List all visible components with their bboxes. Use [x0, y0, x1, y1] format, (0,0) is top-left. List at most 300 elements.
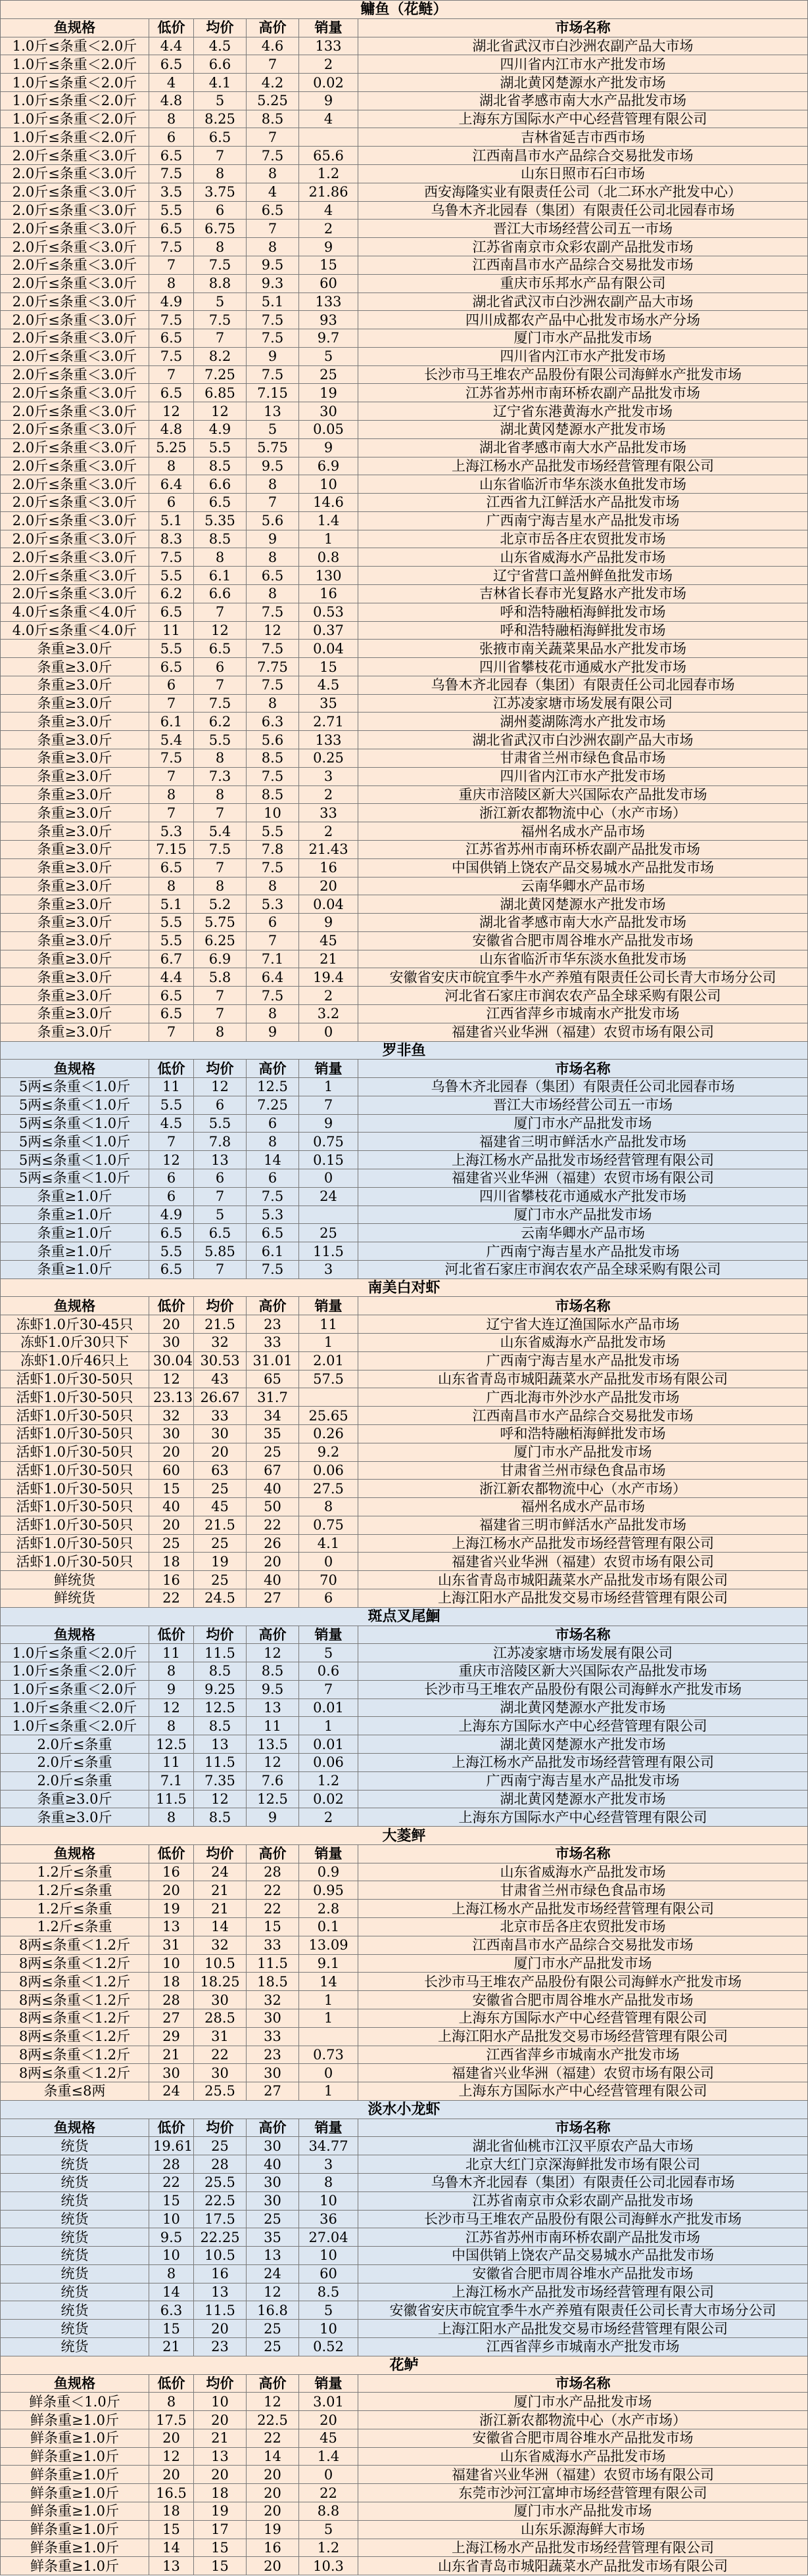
volume-cell: 10.3 — [299, 2557, 358, 2575]
market-name-cell: 江苏凌家塘市场发展有限公司 — [358, 1644, 808, 1662]
volume-cell: 3.01 — [299, 2393, 358, 2411]
spec-cell: 条重≥3.0斤 — [1, 968, 149, 987]
high-price-cell: 12 — [247, 1754, 299, 1772]
volume-cell: 20 — [299, 877, 358, 895]
volume-cell: 2 — [299, 822, 358, 841]
high-price-cell: 23 — [247, 1315, 299, 1334]
low-price-cell: 30 — [149, 1424, 194, 1443]
table-row — [1, 1680, 808, 1698]
table-row — [1, 2247, 808, 2265]
avg-price-cell: 12 — [194, 402, 247, 421]
avg-price-cell: 31 — [194, 2027, 247, 2046]
high-price-cell: 50 — [247, 1498, 299, 1516]
volume-cell: 130 — [299, 567, 358, 585]
volume-cell: 7 — [299, 1680, 358, 1698]
low-price-cell: 13 — [149, 2557, 194, 2575]
market-name-cell: 福州名成水产品市场 — [358, 822, 808, 841]
low-price-cell: 19 — [149, 1900, 194, 1918]
spec-cell: 1.0斤≤条重＜2.0斤 — [1, 1698, 149, 1717]
low-price-cell: 40 — [149, 1498, 194, 1516]
spec-cell: 条重≥3.0斤 — [1, 694, 149, 713]
avg-price-cell: 7 — [194, 147, 247, 165]
high-price-cell: 7.75 — [247, 658, 299, 676]
market-name-cell: 湖北黄冈楚源水产批发市场 — [358, 1698, 808, 1717]
spec-cell: 鲜条重≥1.0斤 — [1, 2520, 149, 2539]
avg-price-cell: 8.5 — [194, 1808, 247, 1827]
avg-price-cell: 8.2 — [194, 347, 247, 365]
volume-header: 销量 — [299, 1844, 358, 1863]
high-price-cell: 7.5 — [247, 329, 299, 348]
spec-cell: 统货 — [1, 2320, 149, 2338]
spec-cell: 条重≥3.0斤 — [1, 749, 149, 768]
low-price-cell: 6.1 — [149, 713, 194, 731]
table-row — [1, 1808, 808, 1827]
volume-cell: 0.9 — [299, 1863, 358, 1881]
volume-cell: 3.2 — [299, 1004, 358, 1023]
low-price-cell: 11 — [149, 1754, 194, 1772]
spec-header: 鱼规格 — [1, 1626, 149, 1644]
low-price-cell: 5.1 — [149, 895, 194, 914]
avg-price-cell: 24 — [194, 1863, 247, 1881]
spec-cell: 2.0斤≤条重＜3.0斤 — [1, 165, 149, 183]
high-price-cell: 12 — [247, 2393, 299, 2411]
table-row — [1, 2046, 808, 2064]
avg-price-cell: 5.5 — [194, 731, 247, 749]
high-price-cell: 25 — [247, 2210, 299, 2228]
volume-cell: 10 — [299, 2247, 358, 2265]
high-price-cell: 7 — [247, 128, 299, 147]
table-row — [1, 311, 808, 329]
avg-price-cell: 8.5 — [194, 530, 247, 548]
low-price-cell: 60 — [149, 1461, 194, 1480]
avg-price-cell: 8.5 — [194, 457, 247, 475]
spec-cell: 2.0斤≤条重＜3.0斤 — [1, 220, 149, 238]
volume-cell: 0.06 — [299, 1754, 358, 1772]
market-name-cell: 山东省威海水产品批发市场 — [358, 1863, 808, 1881]
avg-price-cell: 7 — [194, 603, 247, 621]
market-header: 市场名称 — [358, 1060, 808, 1078]
table-row — [1, 1424, 808, 1443]
low-price-cell: 24 — [149, 2082, 194, 2101]
volume-cell: 133 — [299, 731, 358, 749]
low-price-cell: 22 — [149, 2173, 194, 2191]
table-row — [1, 840, 808, 858]
avg-price-cell: 19 — [194, 2502, 247, 2521]
volume-cell: 25 — [299, 1224, 358, 1242]
spec-cell: 条重≥3.0斤 — [1, 950, 149, 968]
high-price-cell: 20 — [247, 2466, 299, 2484]
low-price-cell: 20 — [149, 1443, 194, 1461]
volume-cell: 0 — [299, 1553, 358, 1571]
avg-price-cell: 8.5 — [194, 1717, 247, 1735]
avg-price-cell: 13 — [194, 2283, 247, 2301]
spec-cell: 鲜条重＜1.0斤 — [1, 2393, 149, 2411]
table-row — [1, 2191, 808, 2210]
high-price-cell: 67 — [247, 1461, 299, 1480]
spec-cell: 5两≤条重＜1.0斤 — [1, 1169, 149, 1188]
table-row — [1, 676, 808, 694]
high-price-cell: 30 — [247, 2009, 299, 2027]
market-header: 市场名称 — [358, 1626, 808, 1644]
spec-cell: 统货 — [1, 2137, 149, 2155]
avg-price-cell: 25 — [194, 1480, 247, 1498]
avg-price-cell: 7 — [194, 804, 247, 822]
avg-price-cell: 24.5 — [194, 1589, 247, 1607]
volume-cell: 0.04 — [299, 640, 358, 658]
volume-cell: 2 — [299, 220, 358, 238]
low-price-cell: 7 — [149, 804, 194, 822]
low-price-header: 低价 — [149, 18, 194, 37]
high-price-cell: 28 — [247, 1863, 299, 1881]
low-price-cell: 14 — [149, 2283, 194, 2301]
high-price-cell: 8 — [247, 585, 299, 603]
high-price-cell: 7.5 — [247, 1187, 299, 1206]
high-price-cell: 65 — [247, 1370, 299, 1388]
spec-cell: 8两≤条重＜1.2斤 — [1, 1973, 149, 1991]
volume-cell: 57.5 — [299, 1370, 358, 1388]
volume-cell: 1 — [299, 1717, 358, 1735]
low-price-cell: 11 — [149, 1644, 194, 1662]
table-row — [1, 238, 808, 256]
section-title: 斑点叉尾鮰 — [1, 1607, 808, 1626]
high-price-cell: 22.5 — [247, 2411, 299, 2429]
low-price-header: 低价 — [149, 2119, 194, 2137]
volume-cell: 1 — [299, 1334, 358, 1352]
spec-cell: 5两≤条重＜1.0斤 — [1, 1078, 149, 1096]
low-price-cell: 5.5 — [149, 931, 194, 950]
low-price-cell: 15 — [149, 2320, 194, 2338]
market-name-cell: 四川省攀枝花市通威水产批发市场 — [358, 1187, 808, 1206]
low-price-cell: 5.5 — [149, 1096, 194, 1114]
high-price-cell: 8 — [247, 1133, 299, 1151]
avg-price-cell: 20 — [194, 2320, 247, 2338]
low-price-cell: 6.5 — [149, 220, 194, 238]
volume-cell: 34.77 — [299, 2137, 358, 2155]
avg-price-cell: 15 — [194, 2557, 247, 2575]
market-name-cell: 江西南昌市水产品综合交易批发市场 — [358, 1936, 808, 1954]
volume-cell: 0.53 — [299, 603, 358, 621]
volume-cell: 60 — [299, 2264, 358, 2283]
market-name-cell: 山东省青岛市城阳蔬菜水产品批发市场有限公司 — [358, 2557, 808, 2575]
market-name-cell: 四川省内江市水产批发市场 — [358, 347, 808, 365]
market-name-cell: 广西南宁海吉星水产品批发市场 — [358, 1351, 808, 1370]
spec-cell: 统货 — [1, 2301, 149, 2320]
section-title: 大菱鲆 — [1, 1827, 808, 1845]
market-name-cell: 山东省威海水产品批发市场 — [358, 1334, 808, 1352]
high-price-cell: 6.1 — [247, 1242, 299, 1261]
volume-cell: 24 — [299, 1187, 358, 1206]
avg-price-cell: 12.5 — [194, 1698, 247, 1717]
table-row — [1, 2009, 808, 2027]
table-row — [1, 785, 808, 804]
low-price-cell: 4.4 — [149, 968, 194, 987]
volume-cell: 21.86 — [299, 183, 358, 201]
market-name-cell: 中国供销上饶农产品交易城水产品批发市场 — [358, 858, 808, 877]
table-row — [1, 2264, 808, 2283]
table-row — [1, 1169, 808, 1188]
market-name-cell: 湖北省仙桃市江汉平原农产品大市场 — [358, 2137, 808, 2155]
market-name-cell: 重庆市乐邦水产品有限公司 — [358, 274, 808, 293]
low-price-cell: 18 — [149, 2502, 194, 2521]
volume-cell: 45 — [299, 2429, 358, 2447]
table-row — [1, 548, 808, 567]
low-price-cell: 7 — [149, 767, 194, 785]
market-header: 市场名称 — [358, 18, 808, 37]
volume-cell: 1 — [299, 2009, 358, 2027]
volume-cell: 0.25 — [299, 749, 358, 768]
avg-price-cell: 32 — [194, 1334, 247, 1352]
section-title-row — [1, 1278, 808, 1297]
market-name-cell: 福州名成水产品市场 — [358, 1498, 808, 1516]
volume-cell: 4 — [299, 110, 358, 128]
market-name-cell: 乌鲁木齐北园春（集团）有限责任公司北园春市场 — [358, 2173, 808, 2191]
market-name-cell: 湖北省孝感市南大水产品批发市场 — [358, 438, 808, 457]
spec-cell: 1.0斤≤条重＜2.0斤 — [1, 128, 149, 147]
low-price-cell: 6.5 — [149, 1260, 194, 1278]
avg-price-cell: 17.5 — [194, 2210, 247, 2228]
market-name-cell: 广西南宁海吉星水产品批发市场 — [358, 1771, 808, 1790]
market-name-cell: 北京市岳各庄农贸批发市场 — [358, 1918, 808, 1936]
spec-cell: 2.0斤≤条重＜3.0斤 — [1, 402, 149, 421]
avg-price-cell: 6.5 — [194, 640, 247, 658]
spec-cell: 5两≤条重＜1.0斤 — [1, 1114, 149, 1133]
market-header: 市场名称 — [358, 1844, 808, 1863]
low-price-cell: 15 — [149, 2191, 194, 2210]
table-row — [1, 256, 808, 274]
spec-cell: 统货 — [1, 2338, 149, 2356]
high-price-cell: 14 — [247, 1151, 299, 1169]
table-row — [1, 987, 808, 1005]
low-price-cell: 18 — [149, 1553, 194, 1571]
table-row — [1, 438, 808, 457]
avg-price-cell: 5.85 — [194, 1242, 247, 1261]
spec-cell: 活虾1.0斤30-50只 — [1, 1407, 149, 1425]
spec-cell: 2.0斤≤条重＜3.0斤 — [1, 567, 149, 585]
avg-price-cell: 7 — [194, 1004, 247, 1023]
column-header-row — [1, 1626, 808, 1644]
high-price-cell: 33 — [247, 1334, 299, 1352]
market-name-cell: 厦门市水产品批发市场 — [358, 329, 808, 348]
volume-cell: 3 — [299, 767, 358, 785]
volume-cell: 19.4 — [299, 968, 358, 987]
avg-price-cell: 6 — [194, 201, 247, 220]
high-price-header: 高价 — [247, 1626, 299, 1644]
low-price-cell: 4 — [149, 74, 194, 92]
high-price-cell: 9.5 — [247, 256, 299, 274]
low-price-cell: 20 — [149, 1516, 194, 1534]
table-row — [1, 2082, 808, 2101]
volume-cell: 13.09 — [299, 1936, 358, 1954]
table-row — [1, 1589, 808, 1607]
volume-cell: 21.43 — [299, 840, 358, 858]
avg-price-cell: 6.25 — [194, 931, 247, 950]
avg-price-cell: 5 — [194, 1206, 247, 1224]
market-name-cell: 长沙市马王堆农产品股份有限公司海鲜水产批发市场 — [358, 1680, 808, 1698]
table-row — [1, 968, 808, 987]
market-name-cell: 广西南宁海吉星水产品批发市场 — [358, 511, 808, 530]
market-name-cell: 晋江大市场经营公司五一市场 — [358, 1096, 808, 1114]
volume-cell: 2 — [299, 1808, 358, 1827]
market-name-cell: 北京大红门京深海鲜批发市场有限公司 — [358, 2155, 808, 2174]
avg-price-header: 均价 — [194, 2119, 247, 2137]
avg-price-cell: 8.8 — [194, 274, 247, 293]
low-price-cell: 6.5 — [149, 658, 194, 676]
volume-header: 销量 — [299, 1626, 358, 1644]
avg-price-cell: 7.35 — [194, 1771, 247, 1790]
table-row — [1, 1717, 808, 1735]
market-name-cell: 重庆市涪陵区新大兴国际农产品批发市场 — [358, 1662, 808, 1681]
volume-cell: 2.71 — [299, 713, 358, 731]
table-row — [1, 128, 808, 147]
volume-cell: 19 — [299, 384, 358, 402]
spec-cell: 鲜条重≥1.0斤 — [1, 2429, 149, 2447]
spec-cell: 鲜条重≥1.0斤 — [1, 2466, 149, 2484]
avg-price-cell: 33 — [194, 1407, 247, 1425]
market-name-cell: 安徽省合肥市周谷堆水产品批发市场 — [358, 931, 808, 950]
table-row — [1, 402, 808, 421]
high-price-cell: 22 — [247, 1900, 299, 1918]
volume-cell: 3 — [299, 1260, 358, 1278]
market-name-cell: 东莞市沙河江富坤市场经营管理有限公司 — [358, 2484, 808, 2502]
avg-price-cell: 7.5 — [194, 311, 247, 329]
low-price-cell: 4.4 — [149, 37, 194, 55]
low-price-cell: 12 — [149, 402, 194, 421]
low-price-cell: 32 — [149, 1407, 194, 1425]
high-price-cell: 16.8 — [247, 2301, 299, 2320]
market-name-cell: 江西省九江鲜活水产品批发市场 — [358, 494, 808, 512]
spec-cell: 统货 — [1, 2228, 149, 2247]
avg-price-cell: 20 — [194, 2411, 247, 2429]
market-name-cell: 福建省兴业华洲（福建）农贸市场有限公司 — [358, 2064, 808, 2082]
market-name-cell: 上海江杨水产品批发市场经营管理有限公司 — [358, 2539, 808, 2557]
volume-cell: 0.1 — [299, 1918, 358, 1936]
table-row — [1, 858, 808, 877]
table-row — [1, 1900, 808, 1918]
avg-price-cell: 8.25 — [194, 110, 247, 128]
low-price-cell: 21 — [149, 2046, 194, 2064]
market-name-cell: 安徽省合肥市周谷堆水产品批发市场 — [358, 2429, 808, 2447]
section-title-row — [1, 1607, 808, 1626]
low-price-cell: 8 — [149, 2264, 194, 2283]
market-name-cell: 山东省威海水产品批发市场 — [358, 2447, 808, 2466]
market-header: 市场名称 — [358, 1297, 808, 1315]
volume-cell: 9.2 — [299, 1443, 358, 1461]
market-name-cell: 江苏省苏州市南环桥农副产品批发市场 — [358, 2228, 808, 2247]
avg-price-cell: 22.5 — [194, 2191, 247, 2210]
low-price-header: 低价 — [149, 1626, 194, 1644]
volume-cell — [299, 1206, 358, 1224]
table-row — [1, 1242, 808, 1261]
high-price-cell: 5.3 — [247, 1206, 299, 1224]
table-row — [1, 2393, 808, 2411]
spec-header: 鱼规格 — [1, 1844, 149, 1863]
market-name-cell: 重庆市涪陵区新大兴国际农产品批发市场 — [358, 785, 808, 804]
avg-price-cell: 18.25 — [194, 1973, 247, 1991]
avg-price-cell: 5 — [194, 293, 247, 311]
spec-cell: 2.0斤≤条重＜3.0斤 — [1, 293, 149, 311]
avg-price-cell: 21 — [194, 1881, 247, 1900]
volume-cell: 10 — [299, 475, 358, 494]
avg-price-cell: 7 — [194, 1187, 247, 1206]
avg-price-cell: 10 — [194, 2393, 247, 2411]
table-row — [1, 640, 808, 658]
high-price-cell: 4.6 — [247, 37, 299, 55]
low-price-cell: 6.5 — [149, 329, 194, 348]
spec-cell: 活虾1.0斤30-50只 — [1, 1424, 149, 1443]
table-row — [1, 1790, 808, 1808]
volume-cell: 133 — [299, 37, 358, 55]
volume-cell: 65.6 — [299, 147, 358, 165]
spec-cell: 条重≥3.0斤 — [1, 895, 149, 914]
low-price-cell: 11.5 — [149, 1790, 194, 1808]
spec-cell: 1.0斤≤条重＜2.0斤 — [1, 37, 149, 55]
high-price-cell: 8 — [247, 165, 299, 183]
avg-price-cell: 30 — [194, 1424, 247, 1443]
spec-cell: 条重≥3.0斤 — [1, 1808, 149, 1827]
high-price-cell: 23 — [247, 2046, 299, 2064]
market-name-cell: 江西南昌市水产品综合交易批发市场 — [358, 147, 808, 165]
table-row — [1, 1023, 808, 1041]
table-row — [1, 110, 808, 128]
spec-cell: 1.2斤≤条重 — [1, 1918, 149, 1936]
volume-cell: 0.26 — [299, 1424, 358, 1443]
spec-cell: 2.0斤≤条重＜3.0斤 — [1, 256, 149, 274]
volume-cell: 70 — [299, 1571, 358, 1589]
volume-cell: 0.8 — [299, 548, 358, 567]
high-price-cell: 5.5 — [247, 822, 299, 841]
column-header-row — [1, 1297, 808, 1315]
high-price-cell: 7.5 — [247, 676, 299, 694]
table-row — [1, 1187, 808, 1206]
avg-price-cell: 21.5 — [194, 1315, 247, 1334]
column-header-row — [1, 1060, 808, 1078]
market-name-cell: 上海东方国际水产中心经营管理有限公司 — [358, 1717, 808, 1735]
volume-cell: 0.15 — [299, 1151, 358, 1169]
market-name-cell: 上海江阳水产品批发交易市场经营管理有限公司 — [358, 2320, 808, 2338]
avg-price-cell: 28.5 — [194, 2009, 247, 2027]
market-name-cell: 云南华卿水产品市场 — [358, 1224, 808, 1242]
avg-price-cell: 16 — [194, 2264, 247, 2283]
high-price-cell: 14 — [247, 2447, 299, 2466]
volume-cell: 0.06 — [299, 1461, 358, 1480]
avg-price-cell: 7 — [194, 858, 247, 877]
market-name-cell: 上海江阳水产品批发交易市场经营管理有限公司 — [358, 1589, 808, 1607]
table-row — [1, 420, 808, 438]
avg-price-cell: 21.5 — [194, 1516, 247, 1534]
low-price-cell: 8.3 — [149, 530, 194, 548]
table-row — [1, 530, 808, 548]
market-name-cell: 江西省萍乡市城南水产批发市场 — [358, 2338, 808, 2356]
high-price-cell: 8 — [247, 877, 299, 895]
low-price-cell: 4.8 — [149, 91, 194, 110]
avg-price-cell: 11.5 — [194, 1754, 247, 1772]
high-price-cell: 7 — [247, 55, 299, 74]
avg-price-cell: 7.25 — [194, 365, 247, 384]
market-name-cell: 福建省三明市鲜活水产品批发市场 — [358, 1516, 808, 1534]
volume-header: 销量 — [299, 1060, 358, 1078]
table-row — [1, 2064, 808, 2082]
volume-header: 销量 — [299, 1297, 358, 1315]
high-price-cell: 11.5 — [247, 1954, 299, 1973]
table-row — [1, 749, 808, 768]
low-price-cell: 8 — [149, 2393, 194, 2411]
high-price-cell: 6 — [247, 1169, 299, 1188]
table-row — [1, 658, 808, 676]
volume-cell: 4.1 — [299, 1534, 358, 1553]
volume-cell: 2 — [299, 987, 358, 1005]
volume-cell: 1 — [299, 1078, 358, 1096]
volume-cell: 0.02 — [299, 74, 358, 92]
